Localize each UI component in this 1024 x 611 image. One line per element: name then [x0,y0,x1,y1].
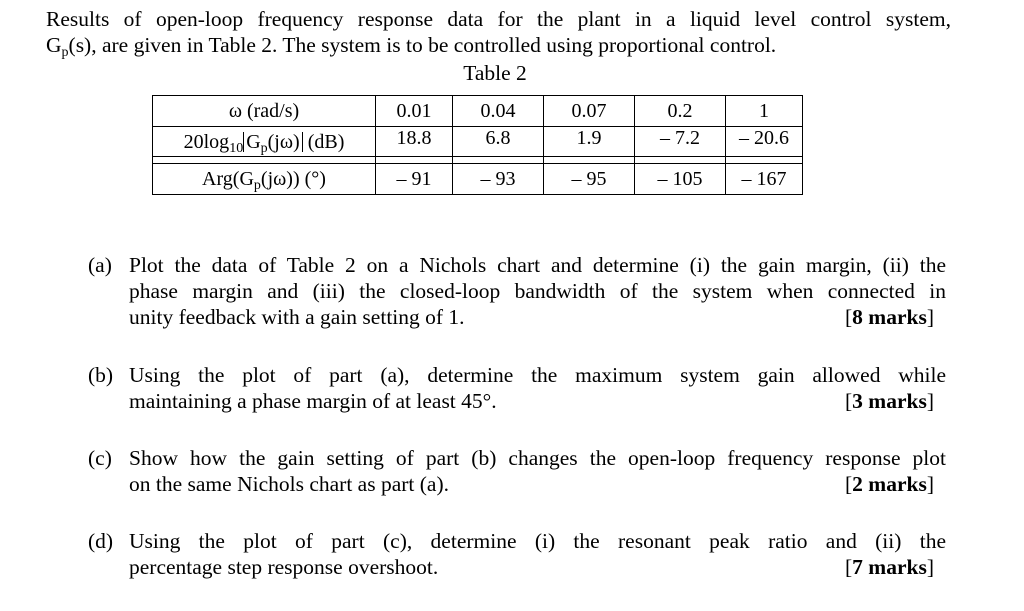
marks-badge: [8 marks] [845,305,934,329]
table-cell: – 167 [726,164,803,195]
table-row-omega [153,96,803,127]
marks-value: 8 marks [852,305,927,329]
part-body [129,528,946,580]
part-line: maintaining a phase margin of at least 45°. [129,389,497,413]
table-cell: – 20.6 [726,127,803,157]
table-cell: – 95 [544,164,635,195]
part-line: Using the plot of part (c), determine (i) the resonant peak ratio and (ii) the [129,529,946,553]
part-key: (a) [88,253,112,277]
marks-value: 3 marks [852,389,927,413]
marks-value: 7 marks [852,555,927,579]
part-line: unity feedback with a gain setting of 1. [129,305,465,329]
part-line: phase margin and (iii) the closed-loop bandwidth of the system when connected in [129,279,946,303]
part-line: Show how the gain setting of part (b) changes the open-loop frequency response plot [129,446,946,470]
table-cell: 0.07 [544,96,635,127]
row-label-omega: ω (rad/s) [153,96,376,127]
row-label-phase [153,164,376,195]
table-row-gain [153,127,803,157]
marks-badge: [2 marks] [845,472,934,496]
part-line: Plot the data of Table 2 on a Nichols chart and determine (i) the gain margin, (ii) the [129,253,946,277]
intro-paragraph [46,6,951,58]
table-cell: 1 [726,96,803,127]
gain-unit: (dB) [307,130,345,153]
table-cell: – 7.2 [635,127,726,157]
gain-jw: (jω) [267,130,300,153]
plant-subscript: p [61,45,69,60]
table-cell: 0.2 [635,96,726,127]
marks-badge: [3 marks] [845,389,934,413]
gain-p: p [260,140,268,156]
part-line: on the same Nichols chart as part (a). [129,472,449,496]
intro-line-2-text: (s), are given in Table 2. The system is to be controlled using proportional control. [68,33,777,57]
magnitude-bars [243,130,303,156]
table-cell: 1.9 [544,127,635,157]
marks-value: 2 marks [852,472,927,496]
table-cell: – 105 [635,164,726,195]
row-label-gain [153,127,376,157]
part-line: percentage step response overshoot. [129,555,439,579]
intro-line-1: Results of open-loop frequency response data for the plant in a liquid level control system, [46,7,951,31]
table-cell: 0.01 [376,96,453,127]
part-body [129,445,946,497]
table-title: Table 2 [463,61,527,85]
table-cell: 6.8 [453,127,544,157]
table-cell: 0.04 [453,96,544,127]
intro-line-2 [46,32,951,58]
arg-p: p [253,178,261,193]
part-key: (d) [88,529,114,553]
part-line: Using the plot of part (a), determine the maximum system gain allowed while [129,363,946,387]
table-row-spacer [153,157,803,164]
gain-coef: 20log [183,130,230,153]
plant-symbol: G [46,33,62,57]
table-cell: – 91 [376,164,453,195]
part-key: (c) [88,446,112,470]
marks-badge: [7 marks] [845,555,934,579]
table-cell: 18.8 [376,127,453,157]
table-cell: – 93 [453,164,544,195]
table-row-phase [153,164,803,195]
gain-g: G [246,130,261,153]
part-key: (b) [88,363,114,387]
arg-prefix: Arg(G [202,168,254,190]
arg-rest: (jω)) (°) [260,168,326,190]
log-base: 10 [229,140,244,156]
part-body [129,362,946,414]
frequency-response-table [152,95,803,195]
part-body [129,252,946,330]
